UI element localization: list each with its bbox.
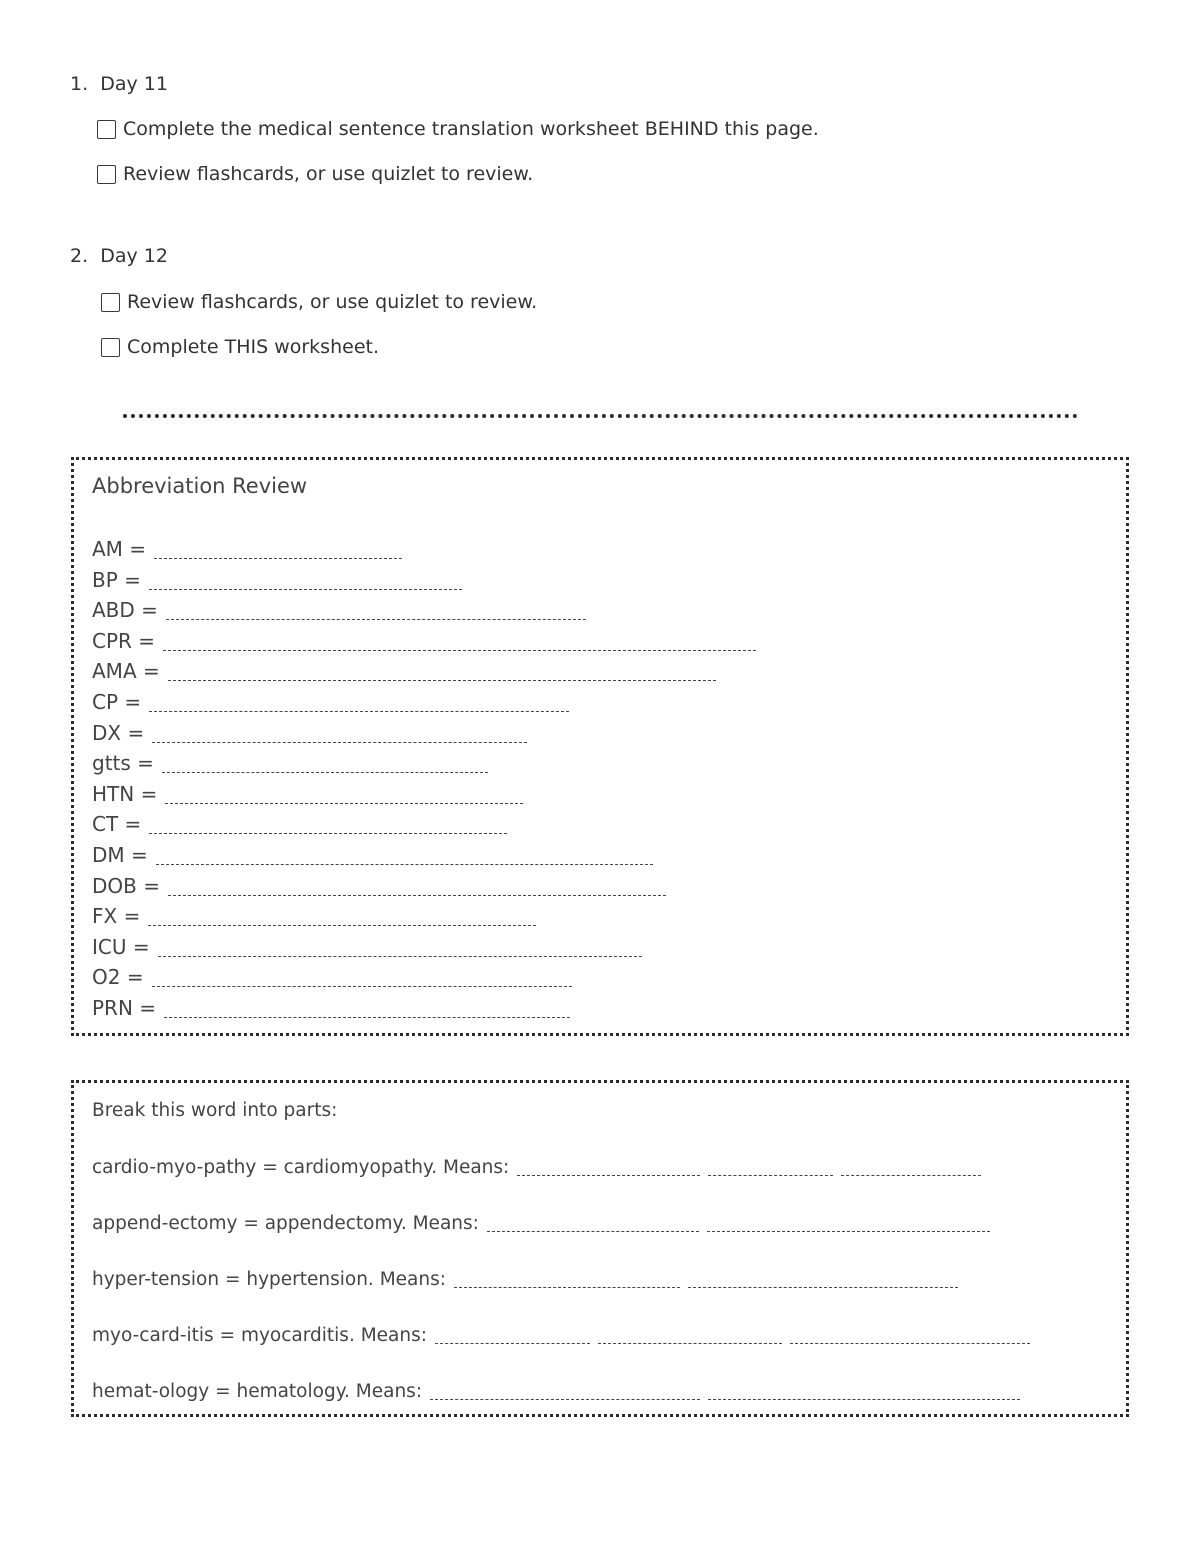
answer-blank[interactable]	[598, 1331, 782, 1344]
break-word-item	[92, 1155, 981, 1181]
abbreviation-item	[92, 902, 536, 930]
checkbox[interactable]	[101, 293, 120, 312]
abbreviation-item	[92, 596, 586, 624]
task-item	[97, 118, 819, 140]
dotted-separator	[123, 414, 1078, 418]
answer-blank[interactable]	[156, 850, 653, 865]
answer-blank[interactable]	[790, 1331, 1030, 1344]
abbreviation-label: HTN =	[92, 781, 158, 806]
abbreviation-label: ICU =	[92, 934, 150, 959]
task-label: Complete THIS worksheet.	[127, 336, 379, 358]
answer-blank[interactable]	[149, 819, 507, 834]
answer-blank[interactable]	[708, 1387, 1020, 1400]
answer-blank[interactable]	[517, 1163, 700, 1176]
answer-blank[interactable]	[165, 789, 523, 804]
break-word-label: hemat-ology = hematology. Means:	[92, 1381, 423, 1402]
answer-blank[interactable]	[688, 1275, 958, 1288]
answer-blank[interactable]	[487, 1219, 699, 1232]
answer-blank[interactable]	[148, 911, 536, 926]
break-word-label: myo-card-itis = myocarditis. Means:	[92, 1325, 427, 1346]
abbreviation-label: ABD =	[92, 598, 158, 623]
answer-blank[interactable]	[168, 881, 666, 896]
abbreviation-label: BP =	[92, 567, 141, 592]
answer-blank[interactable]	[158, 942, 642, 957]
abbreviation-label: O2 =	[92, 965, 144, 990]
abbreviation-item	[92, 933, 642, 961]
abbreviation-review-box	[71, 457, 1129, 1036]
day-label: Day 12	[100, 245, 168, 267]
day-number: 2.	[70, 245, 89, 267]
abbreviation-label: DX =	[92, 720, 145, 745]
abbreviation-item	[92, 657, 716, 685]
abbreviation-label: gtts =	[92, 751, 154, 776]
abbreviation-item	[92, 535, 402, 563]
answer-blank[interactable]	[149, 575, 462, 590]
abbreviation-label: PRN =	[92, 996, 157, 1020]
abbreviation-label: CP =	[92, 690, 142, 714]
abbreviation-item	[92, 566, 462, 594]
answer-blank[interactable]	[430, 1387, 700, 1400]
task-item	[101, 336, 379, 358]
abbreviation-item	[92, 810, 507, 838]
break-word-item	[92, 1267, 958, 1293]
abbreviation-item	[92, 872, 666, 900]
day-title	[70, 73, 168, 95]
day-number: 1.	[70, 73, 89, 95]
answer-blank[interactable]	[162, 758, 488, 773]
break-word-item	[92, 1211, 990, 1237]
checkbox[interactable]	[97, 120, 116, 139]
abbreviation-item	[92, 841, 653, 869]
task-item	[97, 163, 533, 185]
abbreviation-item	[92, 749, 488, 777]
abbreviation-item	[92, 719, 527, 747]
abbreviation-item	[92, 994, 570, 1022]
answer-blank[interactable]	[152, 972, 572, 987]
answer-blank[interactable]	[168, 666, 716, 681]
task-label: Review flashcards, or use quizlet to review.	[123, 163, 534, 185]
abbreviation-item	[92, 963, 572, 991]
abbreviation-label: CT =	[92, 812, 142, 837]
day-title	[70, 245, 168, 267]
answer-blank[interactable]	[454, 1275, 680, 1288]
checkbox[interactable]	[97, 165, 116, 184]
answer-blank[interactable]	[841, 1163, 981, 1176]
abbreviation-item	[92, 780, 523, 808]
break-word-title: Break this word into parts:	[92, 1100, 338, 1121]
day-label: Day 11	[100, 73, 168, 95]
abbreviation-label: FX =	[92, 904, 141, 929]
answer-blank[interactable]	[435, 1331, 590, 1344]
answer-blank[interactable]	[708, 1163, 833, 1176]
break-word-item	[92, 1379, 1020, 1405]
abbreviation-label: AMA =	[92, 659, 160, 684]
break-word-item	[92, 1323, 1030, 1349]
answer-blank[interactable]	[149, 697, 569, 712]
break-word-label: cardio-myo-pathy = cardiomyopathy. Means:	[92, 1157, 510, 1178]
answer-blank[interactable]	[152, 728, 527, 743]
task-label: Review flashcards, or use quizlet to review.	[127, 291, 538, 313]
answer-blank[interactable]	[166, 605, 586, 620]
checkbox[interactable]	[101, 338, 120, 357]
abbreviation-label: CPR =	[92, 628, 156, 653]
answer-blank[interactable]	[707, 1219, 990, 1232]
break-word-label: hyper-tension = hypertension. Means:	[92, 1269, 446, 1290]
task-item	[101, 291, 537, 313]
answer-blank[interactable]	[163, 636, 756, 651]
abbreviation-review-title: Abbreviation Review	[92, 474, 308, 498]
abbreviation-label: AM =	[92, 537, 147, 561]
abbreviation-label: DOB =	[92, 873, 160, 898]
abbreviation-label: DM =	[92, 843, 148, 867]
answer-blank[interactable]	[164, 1003, 570, 1018]
break-word-box	[71, 1080, 1129, 1417]
abbreviation-item	[92, 627, 756, 655]
break-word-label: append-ectomy = appendectomy. Means:	[92, 1213, 479, 1234]
answer-blank[interactable]	[154, 544, 402, 559]
task-label: Complete the medical sentence translation worksheet BEHIND this page.	[123, 118, 819, 140]
abbreviation-item	[92, 688, 569, 716]
